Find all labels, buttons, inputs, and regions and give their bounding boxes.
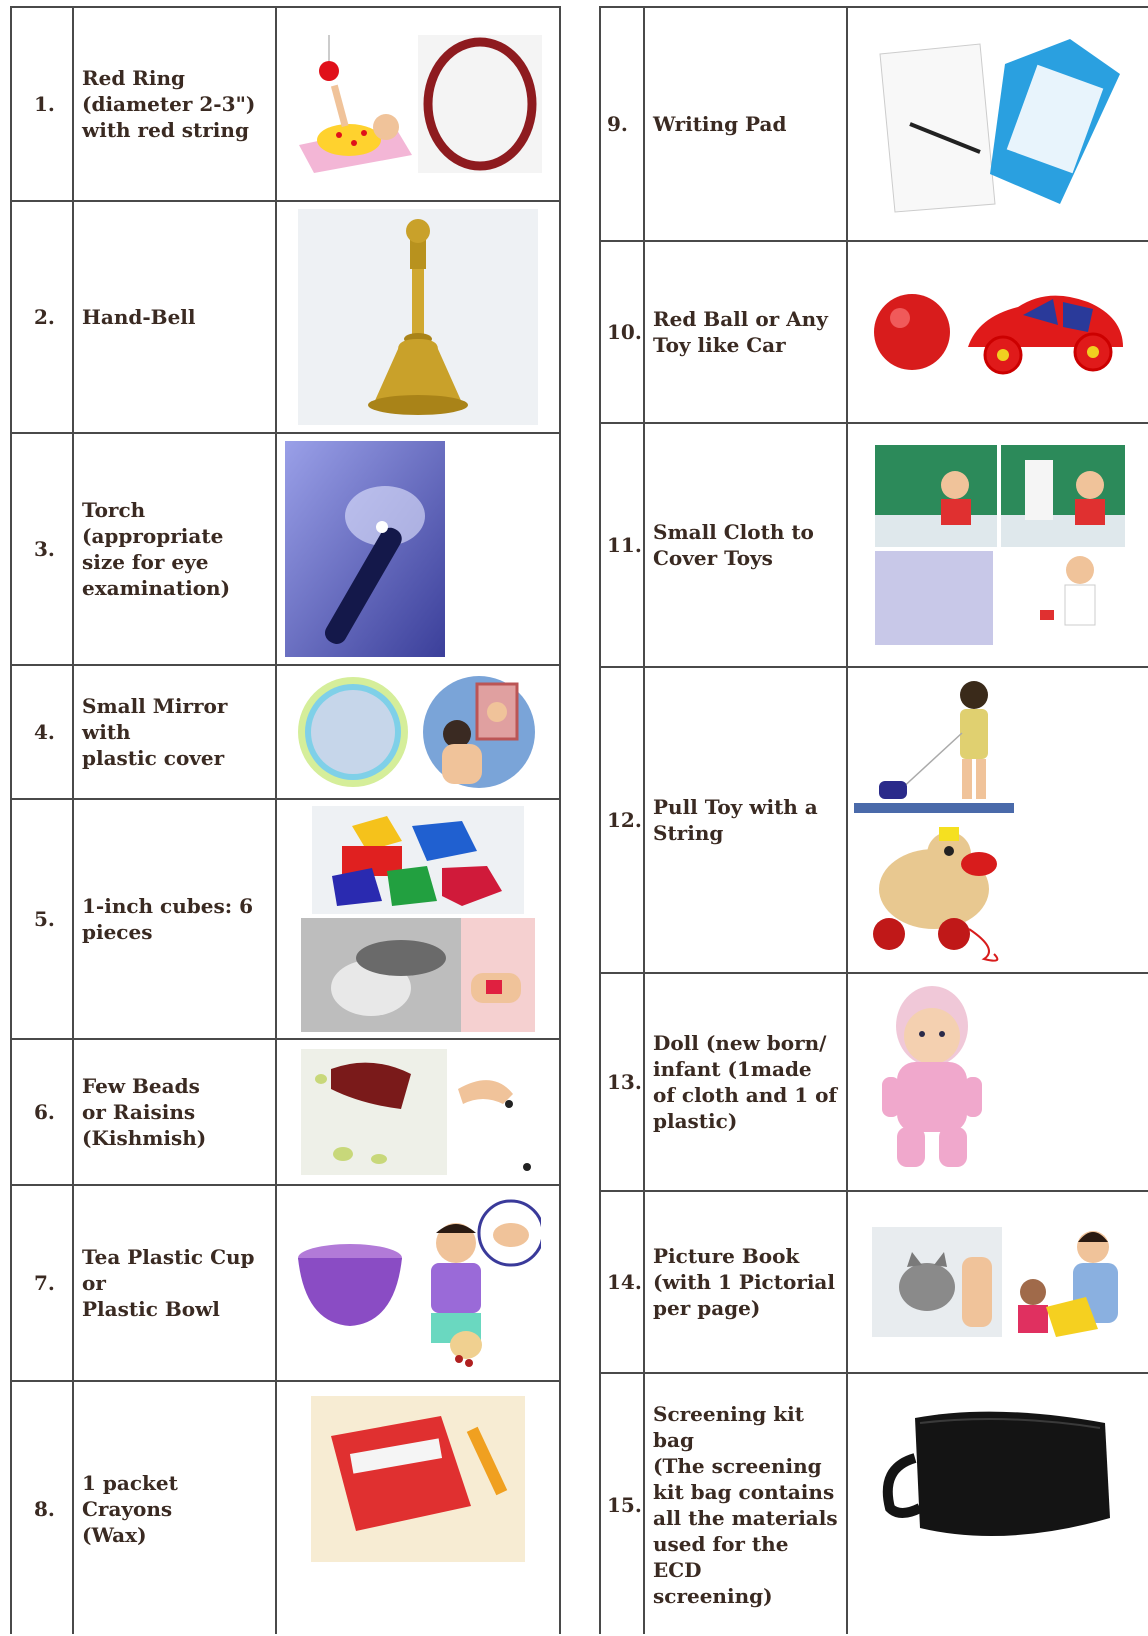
table-row — [601, 1192, 1148, 1374]
baby-doll-icon — [862, 982, 1002, 1182]
hand-bell-icon — [298, 209, 538, 425]
kit-bag-icon — [875, 1398, 1125, 1548]
writing-pad-icon — [870, 34, 1130, 214]
item-image — [277, 202, 559, 432]
item-number: 12. — [607, 808, 642, 832]
cat-picture-icon — [872, 1227, 1002, 1337]
hand-holding-cube-icon — [301, 918, 535, 1032]
table-row — [601, 242, 1148, 424]
item-label: 1 packet Crayons (Wax) — [82, 1471, 178, 1547]
red-ball-icon — [872, 292, 952, 372]
item-number: 2. — [34, 305, 55, 329]
item-image — [277, 1382, 559, 1636]
item-number: 3. — [34, 537, 55, 561]
materials-table-left — [10, 6, 561, 1634]
item-label: Small Mirror with plastic cover — [82, 694, 228, 770]
item-number: 11. — [607, 533, 642, 557]
item-label: Red Ball or Any Toy like Car — [653, 307, 828, 357]
table-row — [12, 800, 559, 1040]
table-row — [12, 1186, 559, 1382]
item-image — [277, 800, 559, 1038]
item-image — [277, 434, 559, 664]
table-row — [12, 8, 559, 202]
item-label: Red Ring (diameter 2-3") with red string — [82, 66, 256, 142]
materials-table-right — [599, 6, 1148, 1634]
item-label: Doll (new born/ infant (1made of cloth and 1 of plastic) — [653, 1031, 838, 1133]
hand-pinching-bead-icon — [453, 1049, 535, 1175]
table-row — [601, 1374, 1148, 1636]
table-row — [601, 8, 1148, 242]
table-row — [12, 202, 559, 434]
item-label: Hand-Bell — [82, 305, 196, 329]
item-image — [848, 424, 1148, 666]
item-number: 7. — [34, 1271, 55, 1295]
item-image — [277, 1186, 559, 1380]
item-image — [848, 974, 1148, 1190]
item-label: Screening kit bag (The screening kit bag contains all the materials used for the ECD screening) — [653, 1402, 838, 1608]
item-image — [848, 1192, 1148, 1372]
item-number: 4. — [34, 720, 55, 744]
item-label: Few Beads or Raisins (Kishmish) — [82, 1074, 207, 1150]
item-image — [277, 8, 559, 200]
item-number: 5. — [34, 907, 55, 931]
item-number: 13. — [607, 1070, 642, 1094]
item-number: 14. — [607, 1270, 642, 1294]
colored-cubes-icon — [312, 806, 524, 914]
item-label: Picture Book (with 1 Pictorial per page) — [653, 1244, 835, 1320]
table-row — [601, 974, 1148, 1192]
item-number: 6. — [34, 1100, 55, 1124]
item-number: 8. — [34, 1497, 55, 1521]
item-label: Writing Pad — [653, 112, 787, 136]
item-number: 9. — [607, 112, 628, 136]
baby-with-ring-icon — [294, 35, 412, 173]
table-row — [601, 424, 1148, 668]
child-pulling-toy-icon — [854, 673, 1014, 813]
item-label: Small Cloth to Cover Toys — [653, 520, 814, 570]
mother-reading-icon — [1008, 1217, 1128, 1347]
toy-car-icon — [958, 277, 1128, 387]
item-number: 10. — [607, 320, 642, 344]
crayon-box-icon — [311, 1396, 525, 1562]
table-row — [12, 434, 559, 666]
purple-bowl-icon — [295, 1238, 405, 1328]
baby-with-cloth-icon — [875, 445, 1125, 645]
item-image — [277, 666, 559, 798]
item-image — [848, 8, 1148, 240]
table-row — [12, 1040, 559, 1186]
item-label: Torch (appropriate size for eye examination) — [82, 498, 231, 600]
baby-at-mirror-icon — [417, 674, 541, 790]
item-label: Pull Toy with a String — [653, 795, 818, 845]
red-ring-icon — [418, 35, 542, 173]
torch-icon — [285, 441, 445, 657]
wooden-duck-toy-icon — [854, 819, 1014, 967]
round-mirror-icon — [295, 674, 411, 790]
item-image — [848, 1374, 1148, 1636]
item-image — [277, 1040, 559, 1184]
item-image — [848, 668, 1148, 972]
table-row — [12, 1382, 559, 1636]
child-with-cup-icon — [411, 1195, 541, 1371]
table-row — [12, 666, 559, 800]
item-image — [848, 242, 1148, 422]
item-number: 15. — [607, 1493, 642, 1517]
item-label: 1-inch cubes: 6 pieces — [82, 894, 253, 944]
item-label: Tea Plastic Cup or Plastic Bowl — [82, 1245, 255, 1321]
raisins-icon — [301, 1049, 447, 1175]
item-number: 1. — [34, 92, 55, 116]
table-row — [601, 668, 1148, 974]
